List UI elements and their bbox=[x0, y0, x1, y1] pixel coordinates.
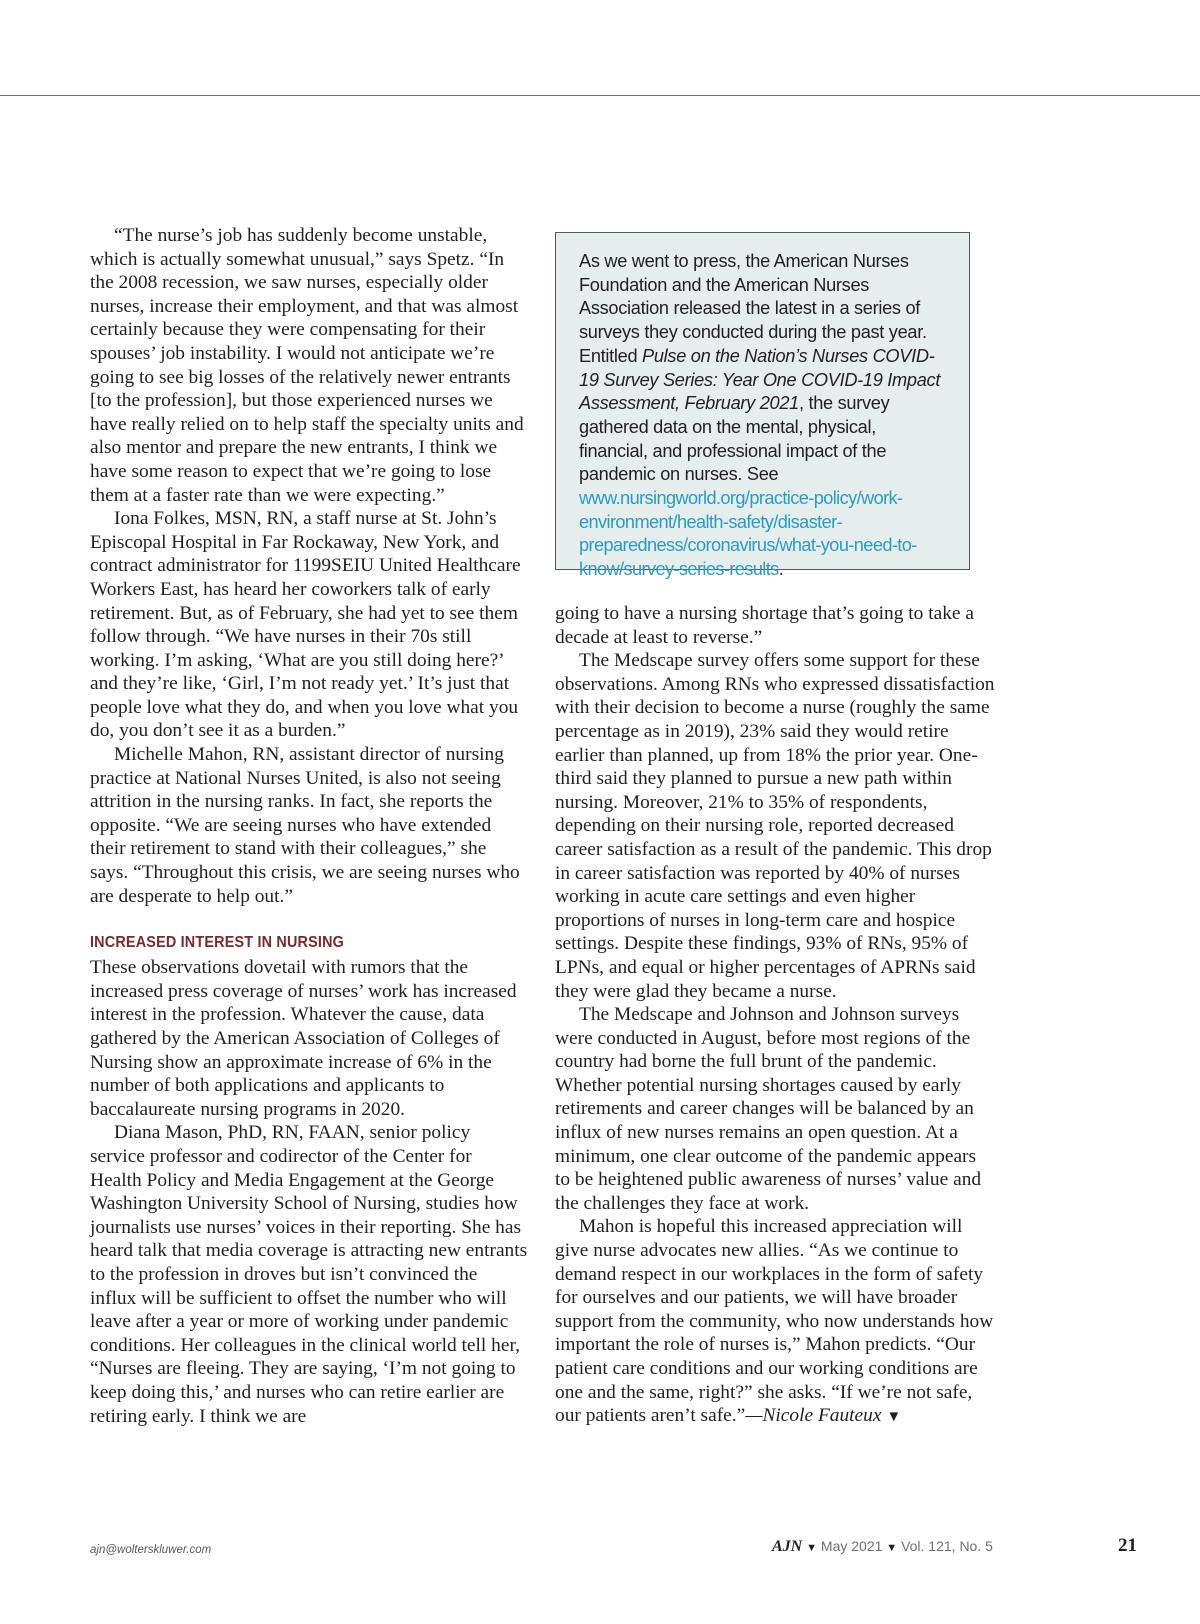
paragraph: Diana Mason, PhD, RN, FAAN, senior policy service professor and codirector of the Center for Health Policy and Media Engagement at the George Washington University School of Nursing, studies how journalists use nurses’ voices in their reporting. She has heard talk that media coverage is attracting new entrants to the profession in droves but isn’t convinced the influx will be sufficient to offset the number who will leave after a year or more of working under pandemic conditions. Her colleagues in the clinical world tell her, “Nurses are fleeing. They are saying, ‘I’m not going to keep doing this,’ and nurses who can retire earlier are retiring early. I think we are bbox=[90, 1122, 528, 1427]
page-number: 21 bbox=[1118, 1535, 1137, 1556]
sidebar-text: , the survey gathered data on the mental, physical, financial, and professional impact of the pandemic on nurses. See bbox=[579, 393, 890, 485]
paragraph: These observations dovetail with rumors that the increased press coverage of nurses’ work has increased interest in the profession. Whatever the cause, data gathered by the American Association of Colleges of Nursing show an approximate increase of 6% in the number of both applications and applicants to baccalaureate nursing programs in 2020. bbox=[90, 957, 517, 1120]
header-rule bbox=[0, 95, 1200, 96]
sidebar-text: . bbox=[778, 559, 784, 580]
paragraph: Michelle Mahon, RN, assistant director of nursing practice at National Nurses United, is also not seeing attrition in the nursing ranks. In fact, she reports the opposite. “We are seeing nurses who have extended their retirement to stand with their colleagues,” she says. “Throughout this crisis, we are seeing nurses who are desperate to help out.” bbox=[90, 744, 520, 907]
paragraph: Iona Folkes, MSN, RN, a staff nurse at St. John’s Episcopal Hospital in Far Rockaway, New York, and contract administrator for 1199SEIU United Healthcare Workers East, has heard her coworkers talk of early retirement. But, as of February, she had yet to see them follow through. “We have nurses in their 70s still working. I’m asking, ‘What are you still doing here?’ and they’re like, ‘Girl, I’m not ready yet.’ It’s just that people love what they do, and when you love what you do, you don’t see it as a burden.” bbox=[90, 508, 521, 742]
paragraph: The Medscape survey offers some support for these observations. Among RNs who expressed dissatisfaction with their decision to become a nurse (roughly the same percentage as in 2019), 23% said they would retire earlier than planned, up from 18% the prior year. One-third said they planned to pursue a new path within nursing. Moreover, 21% to 35% of respondents, depending on their nursing role, reported decreased career satisfaction as a result of the pandemic. This drop in career satisfaction was reported by 40% of nurses working in acute care settings and even higher proportions of nurses in long-term care and hospice settings. Despite these findings, 93% of RNs, 95% of LPNs, and equal or higher percentages of APRNs said they were glad they became a nurse. bbox=[555, 650, 995, 1002]
sidebar-box bbox=[555, 232, 970, 580]
sidebar-text: As we went to press, the American Nurses Foundation and the American Nurses Association released the latest in a series of surveys they conducted during the past year. Entitled bbox=[579, 251, 927, 366]
separator-icon: ▼ bbox=[886, 1542, 898, 1554]
paragraph: “The nurse’s job has suddenly become unstable, which is actually somewhat unusual,” says Spetz. “In the 2008 recession, we saw nurses, especially older nurses, increase their employment, and that was almost certainly because they were compensating for their spouses’ job instability. I would not anticipate we’re going to see big losses of the relatively newer entrants [to the profession], but those experienced nurses we have really relied on to help staff the specialty units and also mentor and prepare the new entrants, I think we have some reason to expect that we’re going to lose them at a faster rate than we were expecting.” bbox=[90, 225, 524, 506]
footer-email: ajn@wolterskluwer.com bbox=[90, 1544, 212, 1556]
journal-name: AJN bbox=[772, 1538, 803, 1555]
sidebar-link[interactable]: www.nursingworld.org/practice-policy/work-environment/health-safety/disaster-preparedness/coronavirus/what-you-need-to-know/survey-series-results bbox=[579, 488, 917, 580]
section-subhead: INCREASED INTEREST IN NURSING bbox=[90, 934, 345, 952]
right-column bbox=[555, 602, 995, 1430]
issue-date: May 2021 bbox=[820, 1538, 883, 1554]
volume-info: Vol. 121, No. 5 bbox=[901, 1538, 993, 1554]
paragraph: going to have a nursing shortage that’s going to take a decade at least to reverse.” bbox=[555, 603, 974, 648]
byline: —Nicole Fauteux bbox=[745, 1405, 882, 1427]
sidebar-survey-title: Pulse on the Nation’s Nurses COVID-19 Survey Series: Year One COVID-19 Impact Assessment, February 2021 bbox=[579, 345, 941, 414]
paragraph-text: Mahon is hopeful this increased appreciation will give nurse advocates new allies. “As we continue to demand respect in our workplaces in the form of safety for ourselves and our patients, we will have broader support from the community, who now understands how important the role of nurses is,” Mahon predicts. “Our patient care conditions and our working conditions are one and the same, right?” she asks. “If we’re not safe, our patients aren’t safe.” bbox=[555, 1216, 994, 1427]
separator-icon: ▼ bbox=[806, 1542, 818, 1554]
footer-citation bbox=[772, 1538, 993, 1556]
paragraph: The Medscape and Johnson and Johnson surveys were conducted in August, before most regions of the country had borne the full brunt of the pandemic. Whether potential nursing shortages caused by early retirements and career changes will be balanced by an influx of new nurses remains an open question. At a minimum, one clear outcome of the pandemic appears to be heightened public awareness of nurses’ value and the challenges they face at work. bbox=[555, 1004, 982, 1214]
left-column bbox=[90, 224, 528, 1428]
paragraph bbox=[555, 1215, 995, 1429]
end-of-article-icon: ▼ bbox=[886, 1409, 902, 1426]
